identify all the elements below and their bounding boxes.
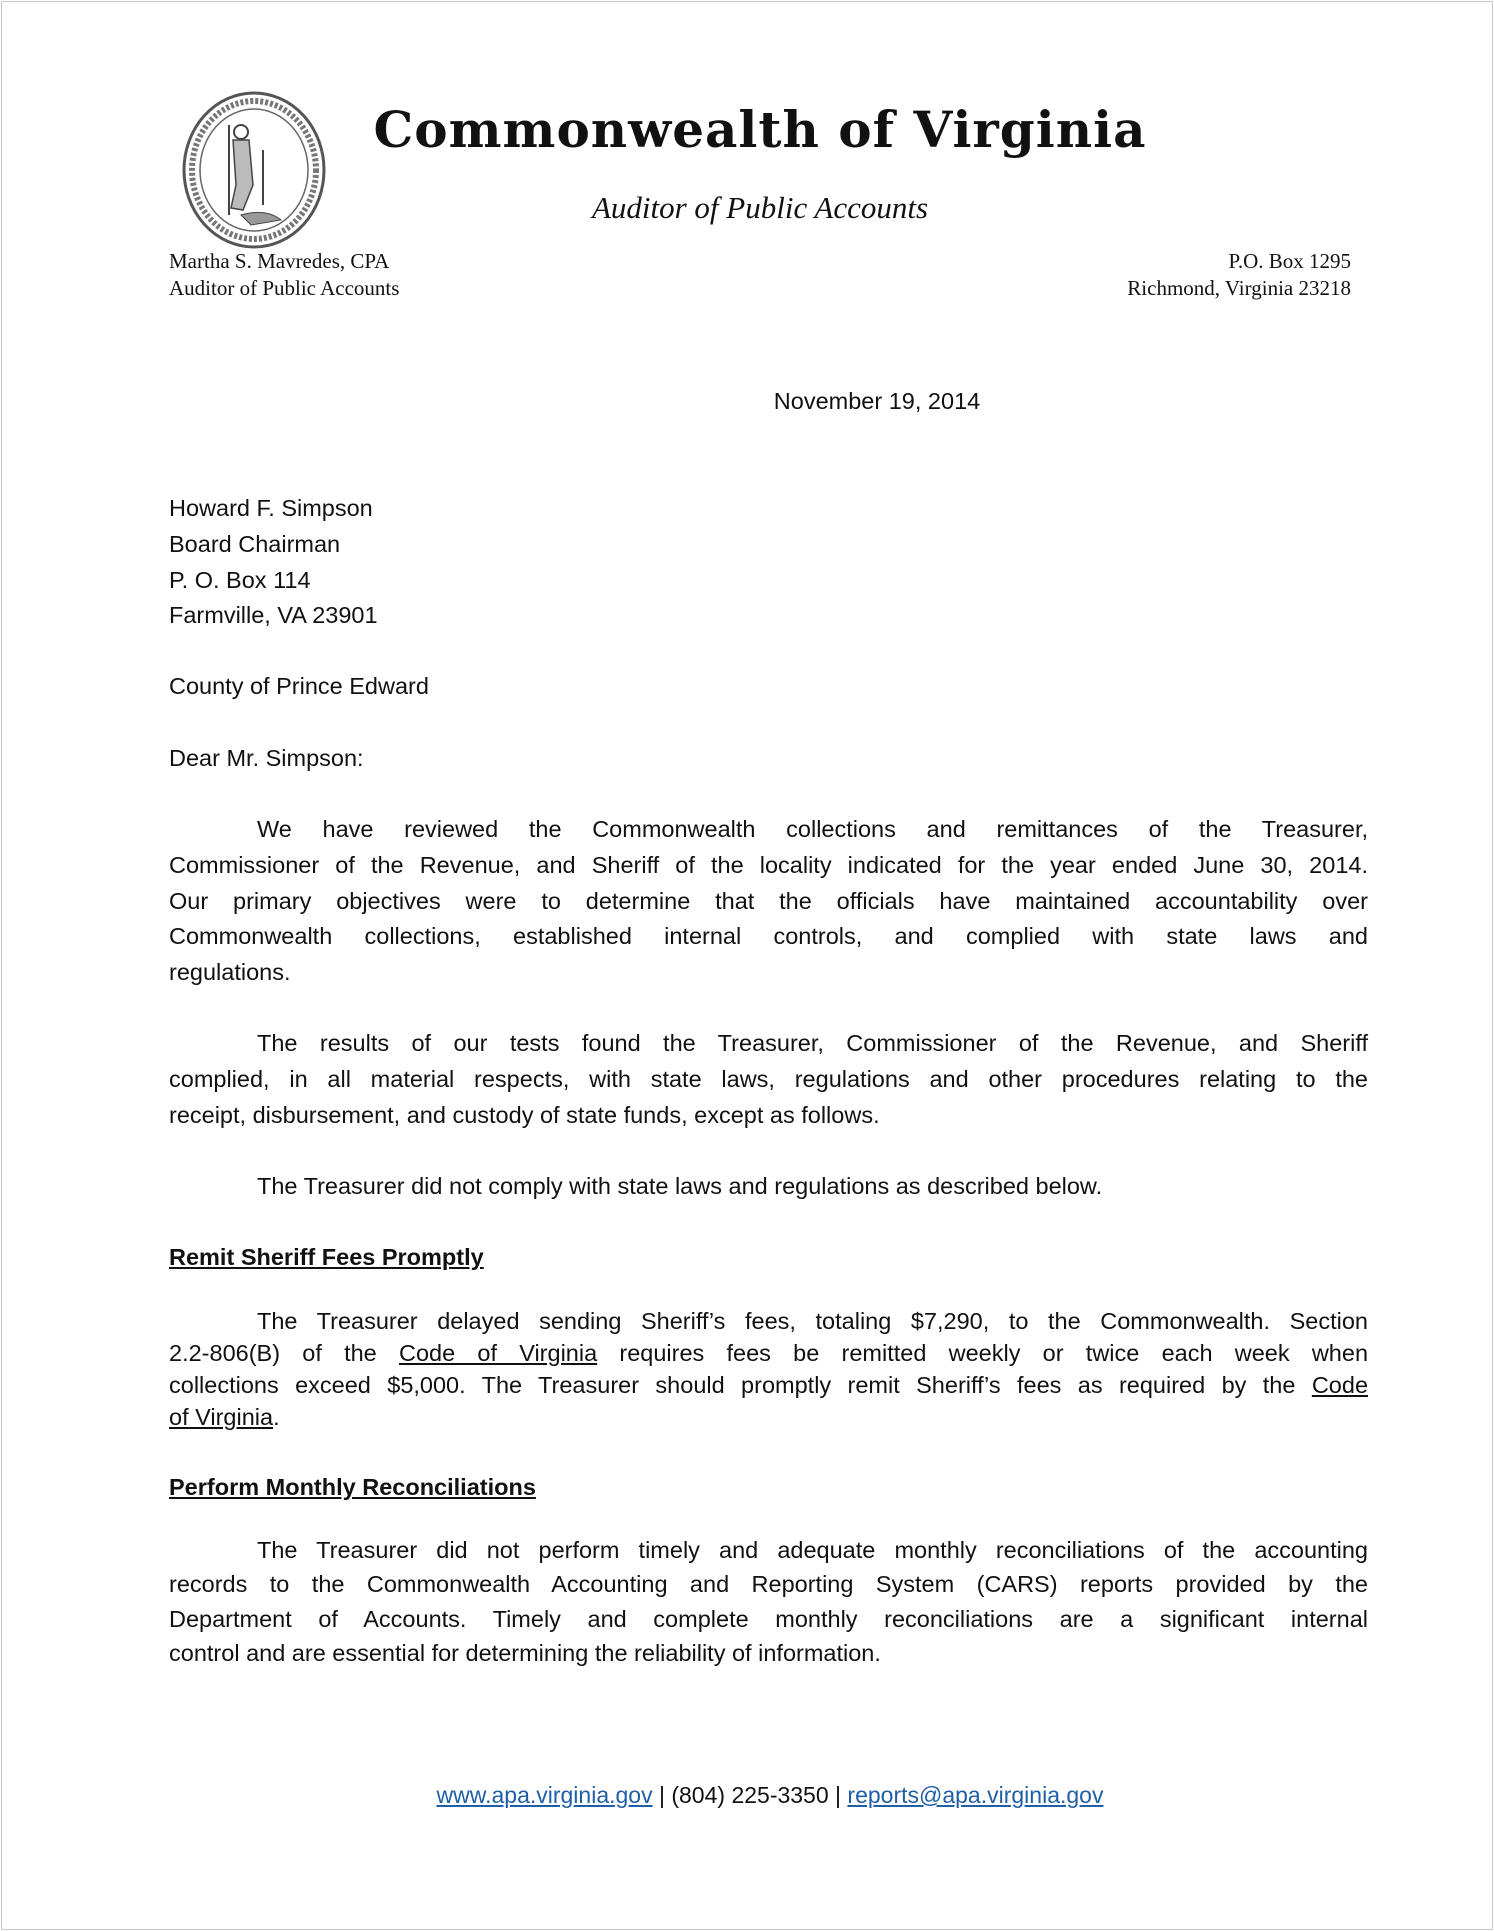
paragraph-line: The Treasurer did not perform timely and adequate monthly reconciliations of the accounting [257, 1537, 1368, 1563]
locality: County of Prince Edward [169, 673, 429, 699]
address-line: P.O. Box 1295 [1228, 249, 1351, 273]
recipient-line: Howard F. Simpson [169, 495, 373, 521]
paragraph-line: complied, in all material respects, with state laws, regulations and other procedures relating to the [169, 1066, 1368, 1092]
recipient-line: P. O. Box 114 [169, 567, 311, 593]
phone-number: (804) 225-3350 [671, 1782, 829, 1808]
paragraph-line: Commonwealth collections, established internal controls, and complied with state laws and [169, 923, 1368, 949]
paragraph-line: collections exceed $5,000. The Treasurer should promptly remit Sheriff’s fees as required by the Code [169, 1372, 1369, 1398]
letterhead-title: Commonwealth of Virginia [373, 100, 1147, 159]
code-of-virginia-citation: Code [1311, 1372, 1369, 1398]
footer: www.apa.virginia.gov | (804) 225-3350 | reports@apa.virginia.gov [436, 1782, 1104, 1808]
section-heading: Perform Monthly Reconciliations [169, 1474, 536, 1500]
recipient-line: Farmville, VA 23901 [169, 602, 378, 628]
paragraph-line: Department of Accounts. Timely and complete monthly reconciliations are a significant internal [169, 1606, 1368, 1632]
letterhead-subtitle: Auditor of Public Accounts [591, 190, 929, 225]
paragraph-line: We have reviewed the Commonwealth collections and remittances of the Treasurer, [257, 816, 1368, 842]
paragraph-line: of Virginia. [169, 1404, 280, 1430]
sender-block [169, 248, 399, 302]
sender-title: Auditor of Public Accounts [169, 276, 400, 300]
office-address [1127, 248, 1351, 302]
paragraph-line: Our primary objectives were to determine that the officials have maintained accountability over [169, 888, 1368, 914]
paragraph-line: The Treasurer did not comply with state laws and regulations as described below. [257, 1173, 1103, 1199]
paragraph-line: regulations. [169, 959, 291, 985]
code-of-virginia-citation: of Virginia [169, 1404, 274, 1430]
email-link[interactable]: reports@apa.virginia.gov [847, 1782, 1104, 1808]
code-of-virginia-citation: Code of Virginia [398, 1340, 598, 1366]
paragraph-line: The results of our tests found the Treasurer, Commissioner of the Revenue, and Sheriff [257, 1030, 1368, 1056]
sender-name: Martha S. Mavredes, CPA [169, 249, 390, 273]
paragraph-line: receipt, disbursement, and custody of state funds, except as follows. [169, 1102, 880, 1128]
paragraph-line: Commissioner of the Revenue, and Sheriff of the locality indicated for the year ended June 30, 2014. [169, 852, 1368, 878]
salutation: Dear Mr. Simpson: [169, 745, 364, 771]
address-line: Richmond, Virginia 23218 [1127, 276, 1351, 300]
paragraph-line: records to the Commonwealth Accounting and Reporting System (CARS) reports provided by the [169, 1571, 1368, 1597]
paragraph-line: control and are essential for determining the reliability of information. [169, 1640, 881, 1666]
recipient-line: Board Chairman [169, 531, 341, 557]
letter-date: November 19, 2014 [773, 388, 981, 414]
paragraph-line: The Treasurer delayed sending Sheriff’s fees, totaling $7,290, to the Commonwealth. Section [257, 1308, 1368, 1334]
website-link[interactable]: www.apa.virginia.gov [436, 1782, 653, 1808]
section-heading: Remit Sheriff Fees Promptly [169, 1244, 484, 1270]
paragraph-line: 2.2-806(B) of the Code of Virginia requires fees be remitted weekly or twice each week when [169, 1340, 1369, 1366]
